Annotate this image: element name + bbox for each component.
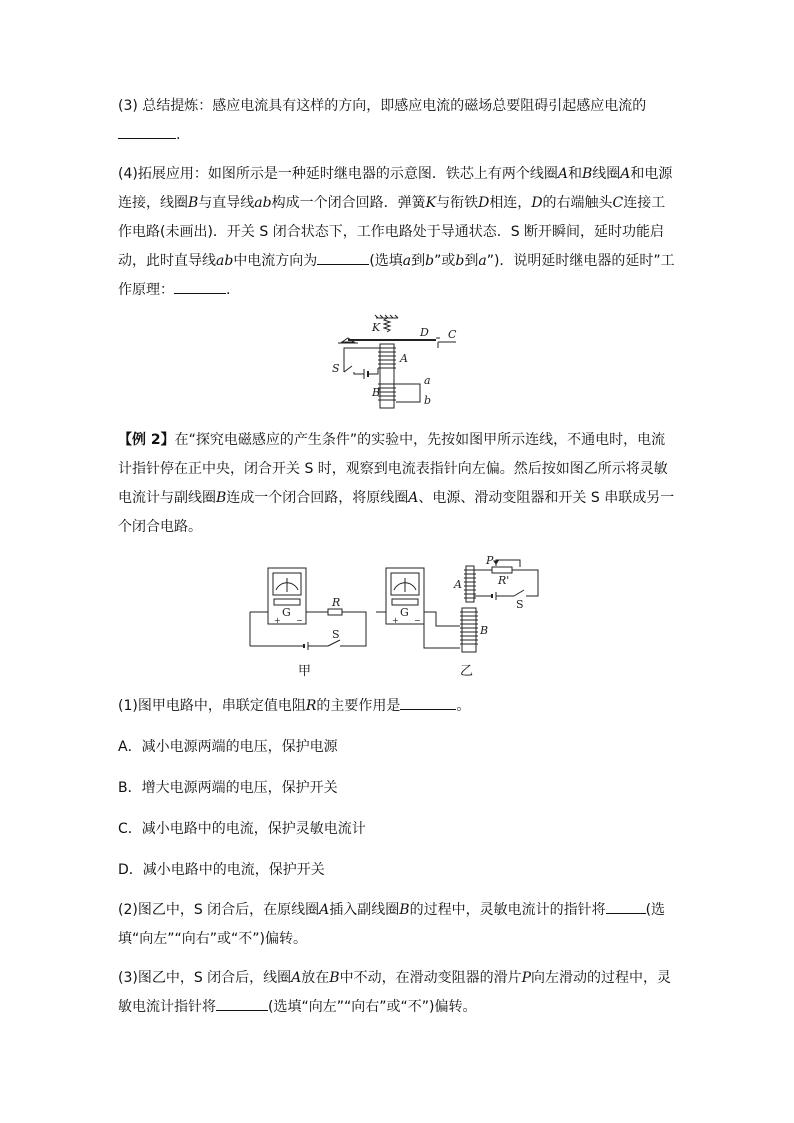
circuit-figure-jia bbox=[248, 566, 368, 679]
figure-caption-jia: 甲 bbox=[298, 664, 312, 679]
svg-text:A: A bbox=[454, 578, 462, 591]
sub-question-3: (3)图乙中，S 闭合后，线圈A放在B中不动，在滑动变阻器的滑片P向左滑动的过程中，灵敏电流计指针将 (选填“向左”“向右”或“不”)偏转。 bbox=[118, 970, 672, 1015]
svg-text:S: S bbox=[332, 362, 340, 375]
svg-text:b: b bbox=[424, 394, 432, 407]
svg-text:G: G bbox=[282, 606, 291, 619]
question-4: (4)拓展应用：如图所示是一种延时继电器的示意图．铁芯上有两个线圈A和B线圈A和电源连接，线圈B与直导线ab构成一个闭合回路．弹簧K与衔铁D相连，D的右端触头C连接工作电路(未画出)．开关 S 闭合状态下，工作电路处于导通状态．S 断开瞬间，延时功能启动，此时直导线ab中电流方向为 (选填a到b”或b到a”)．说明延时继电器的延时”工作原理： . bbox=[118, 166, 675, 298]
svg-text:P: P bbox=[486, 556, 494, 567]
svg-text:B: B bbox=[372, 386, 381, 399]
sub-question-1: (1)图甲电路中，串联定值电阻R的主要作用是 。 bbox=[118, 692, 678, 721]
option-c[interactable]: C．减小电路中的电流，保护灵敏电流计 bbox=[118, 821, 366, 837]
svg-text:−: − bbox=[296, 616, 303, 625]
svg-text:S: S bbox=[332, 628, 340, 641]
q4-direction-blank[interactable] bbox=[317, 248, 369, 265]
svg-text:R': R' bbox=[498, 574, 510, 587]
svg-text:S: S bbox=[516, 598, 524, 611]
option-a[interactable]: A．减小电源两端的电压，保护电源 bbox=[118, 739, 338, 755]
example-2: 【例 2】在“探究电磁感应的产生条件”的实验中，先按如图甲所示连线，不通电时，电流计指针停在正中央，闭合开关 S 时，观察到电流表指针向左偏。然后按如图乙所示将灵敏电流计与副线圈B连成一个闭合回路，将原线圈A、电源、滑动变阻器和开关 S 串联成另一个闭合电路。 bbox=[118, 432, 675, 535]
svg-text:G: G bbox=[400, 606, 409, 619]
svg-text:D: D bbox=[420, 326, 429, 339]
sub-question-2: (2)图乙中，S 闭合后，在原线圈A插入副线圈B的过程中，灵敏电流计的指针将 (选填“向左”“向右”或“不”)偏转。 bbox=[118, 896, 678, 954]
svg-text:+: + bbox=[274, 616, 281, 625]
svg-text:C: C bbox=[448, 328, 457, 341]
svg-text:a: a bbox=[424, 374, 431, 387]
svg-text:−: − bbox=[414, 616, 421, 625]
sub2-answer-blank[interactable] bbox=[606, 897, 646, 914]
question-3: (3) 总结提炼：感应电流具有这样的方向，即感应电流的磁场总要阻碍引起感应电流的 . bbox=[118, 98, 647, 143]
relay-figure bbox=[328, 312, 468, 412]
q3-answer-blank[interactable] bbox=[118, 122, 176, 139]
svg-text:+: + bbox=[392, 616, 399, 625]
svg-text:R: R bbox=[332, 596, 341, 609]
sub3-answer-blank[interactable] bbox=[216, 994, 268, 1011]
svg-text:B: B bbox=[480, 624, 489, 637]
example-tag: 【例 2】 bbox=[118, 432, 175, 448]
q4-principle-blank[interactable] bbox=[174, 277, 226, 294]
svg-text:K: K bbox=[372, 321, 381, 334]
sub1-answer-blank[interactable] bbox=[400, 693, 456, 710]
svg-text:A: A bbox=[400, 352, 408, 365]
option-b[interactable]: B．增大电源两端的电压，保护开关 bbox=[118, 780, 338, 796]
circuit-figure-yi bbox=[376, 556, 546, 679]
figure-caption-yi: 乙 bbox=[460, 664, 474, 679]
q3-text: (3) 总结提炼：感应电流具有这样的方向，即感应电流的磁场总要阻碍引起感应电流的 bbox=[118, 98, 647, 114]
option-d[interactable]: D．减小电路中的电流，保护开关 bbox=[118, 862, 325, 878]
